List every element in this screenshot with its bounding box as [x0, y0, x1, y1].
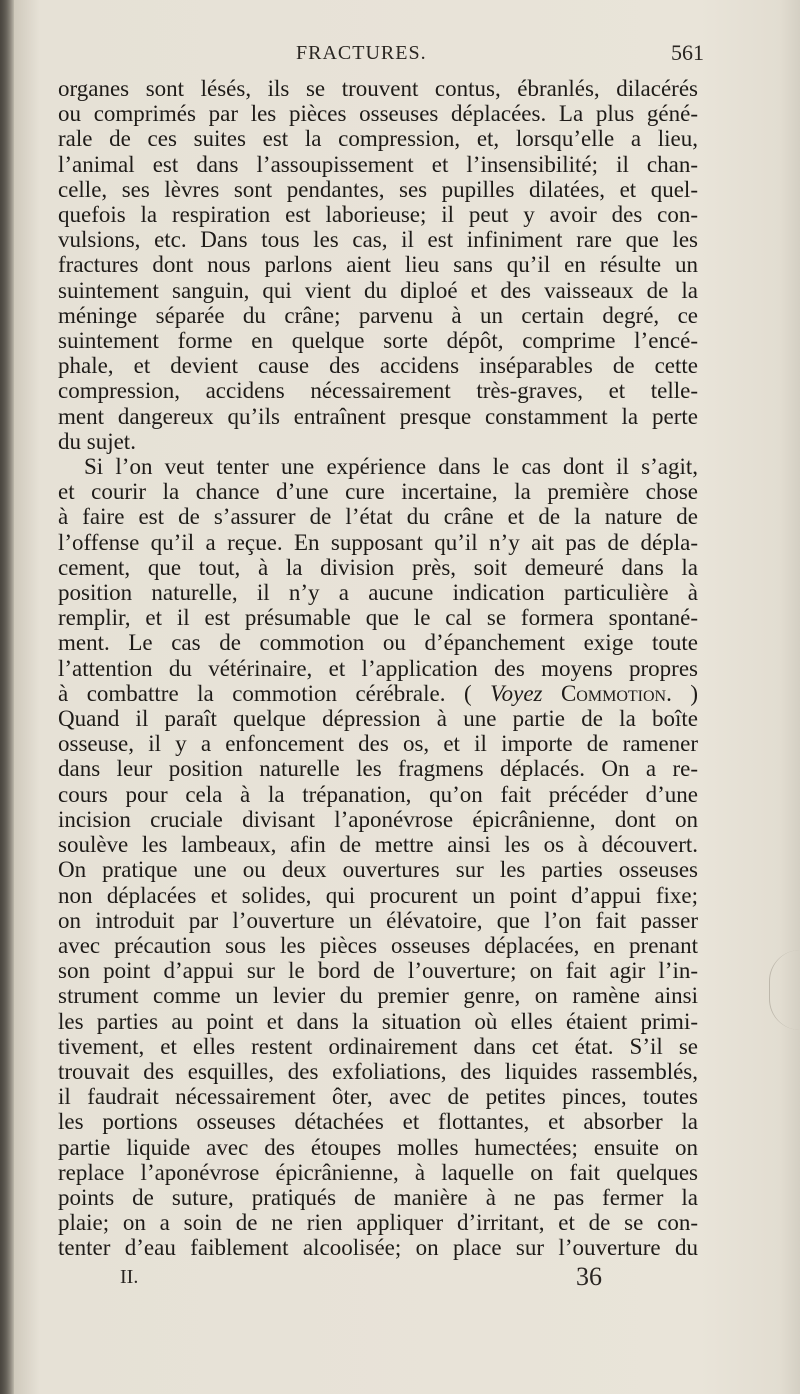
- running-title: FRACTURES.: [296, 42, 427, 64]
- text-line: celle, ses lèvres sont pendantes, ses pupilles dilatées, et quel-: [58, 176, 698, 202]
- text-line: et courir la chance d’une cure incertaine, la première chose: [58, 479, 698, 505]
- text-line: l’offense qu’il a reçue. En supposant qu’il n’y ait pas de dépla-: [58, 529, 698, 555]
- text-line: rale de ces suites est la compression, et, lorsqu’elle a lieu,: [58, 126, 698, 152]
- text-line: incision cruciale divisant l’aponévrose épicrânienne, dont on: [58, 806, 698, 832]
- text-line: tenter d’eau faiblement alcoolisée; on place sur l’ouverture du: [58, 1235, 698, 1261]
- text-line: vulsions, etc. Dans tous les cas, il est infiniment rare que les: [58, 227, 698, 253]
- text-line: partie liquide avec des étoupes molles humectées; ensuite on: [58, 1134, 698, 1160]
- text-line: suintement sanguin, qui vient du diploé et des vaisseaux de la: [58, 277, 698, 303]
- text-line: trouvait des esquilles, des exfoliations, des liquides rassemblés,: [58, 1058, 698, 1084]
- text-line: ment dangereux qu’ils entraînent presque constamment la perte: [58, 403, 698, 429]
- text-line: strument comme un levier du premier genre, on ramène ainsi: [58, 983, 698, 1009]
- cross-ref-close: . ): [666, 680, 698, 706]
- text-line: ou comprimés par les pièces osseuses déplacées. La plus géné-: [58, 101, 698, 127]
- page-number: 561: [671, 40, 704, 65]
- text-line: plaie; on a soin de ne rien appliquer d’irritant, et de se con-: [58, 1210, 698, 1236]
- text-line: position naturelle, il n’y a aucune indication particulière à: [58, 580, 698, 606]
- text-line: fractures dont nous parlons aient lieu sans qu’il en résulte un: [58, 252, 698, 278]
- body-text: [58, 76, 698, 1261]
- text-line: compression, accidens nécessairement très-graves, et telle-: [58, 378, 698, 404]
- text-line: dans leur position naturelle les fragmens déplacés. On a re-: [58, 756, 698, 782]
- text-line-with-cross-reference: [58, 681, 698, 706]
- text-line: cours pour cela à la trépanation, qu’on fait précéder d’une: [58, 781, 698, 807]
- text-line: non déplacées et solides, qui procurent un point d’appui fixe;: [58, 882, 698, 908]
- text-line: les parties au point et dans la situation où elles étaient primi-: [58, 1008, 698, 1034]
- text-line: son point d’appui sur le bord de l’ouverture; on fait agir l’in-: [58, 958, 698, 984]
- text-line: phale, et devient cause des accidens inséparables de cette: [58, 353, 698, 379]
- text-line: ment. Le cas de commotion ou d’épanchement exige toute: [58, 630, 698, 656]
- text-line: quefois la respiration est laborieuse; il peut y avoir des con-: [58, 202, 698, 228]
- binding-shadow: [0, 0, 14, 1394]
- text-line: du sujet.: [58, 428, 136, 454]
- text-line: remplir, et il est présumable que le cal se formera spontané-: [58, 605, 698, 631]
- cross-ref-voyez: Voyez: [490, 680, 543, 706]
- text-line: replace l’aponévrose épicrânienne, à laquelle on fait quelques: [58, 1159, 698, 1185]
- text-line: l’attention du vétérinaire, et l’application des moyens propres: [58, 655, 698, 681]
- text-line: il faudrait nécessairement ôter, avec de petites pinces, toutes: [58, 1084, 698, 1110]
- paragraph-start-line: Si l’on veut tenter une expérience dans le cas dont il s’agit,: [84, 454, 698, 480]
- text-line: suintement forme en quelque sorte dépôt, comprime l’encé-: [58, 328, 698, 354]
- text-line: organes sont lésés, ils se trouvent contus, ébranlés, dilacérés: [58, 76, 698, 101]
- text-line: Quand il paraît quelque dépression à une partie de la boîte: [58, 706, 698, 732]
- page-edge-crease: [769, 950, 800, 1030]
- text-line: à faire est de s’assurer de l’état du crâne et de la nature de: [58, 504, 698, 530]
- text-line: On pratique une ou deux ouvertures sur les parties osseuses: [58, 857, 698, 883]
- text-line: osseuse, il y a enfoncement des os, et il importe de ramener: [58, 731, 698, 757]
- page-header: [58, 36, 704, 76]
- text-line: cement, que tout, à la division près, soit demeuré dans la: [58, 554, 698, 580]
- cross-ref-target: Commotion: [560, 680, 667, 706]
- text-line: on introduit par l’ouverture un élévatoire, que l’on fait passer: [58, 907, 698, 933]
- page-footer: [58, 1262, 698, 1296]
- cross-ref-open: (: [463, 680, 491, 706]
- text-line: tivement, et elles restent ordinairement dans cet état. S’il se: [58, 1033, 698, 1059]
- text-line: les portions osseuses détachées et flottantes, et absorber la: [58, 1109, 698, 1135]
- volume-signature: II.: [120, 1266, 139, 1288]
- sheet-number: 36: [576, 1262, 602, 1291]
- text-line: avec précaution sous les pièces osseuses déplacées, en prenant: [58, 932, 698, 958]
- text-line: points de suture, pratiqués de manière à ne pas fermer la: [58, 1184, 698, 1210]
- text-line: méninge séparée du crâne; parvenu à un certain degré, ce: [58, 302, 698, 328]
- text-fragment: à combattre la commotion cérébrale.: [58, 680, 446, 706]
- text-line: l’animal est dans l’assoupissement et l’insensibilité; il chan-: [58, 151, 698, 177]
- text-line: soulève les lambeaux, afin de mettre ainsi les os à découvert.: [58, 832, 698, 858]
